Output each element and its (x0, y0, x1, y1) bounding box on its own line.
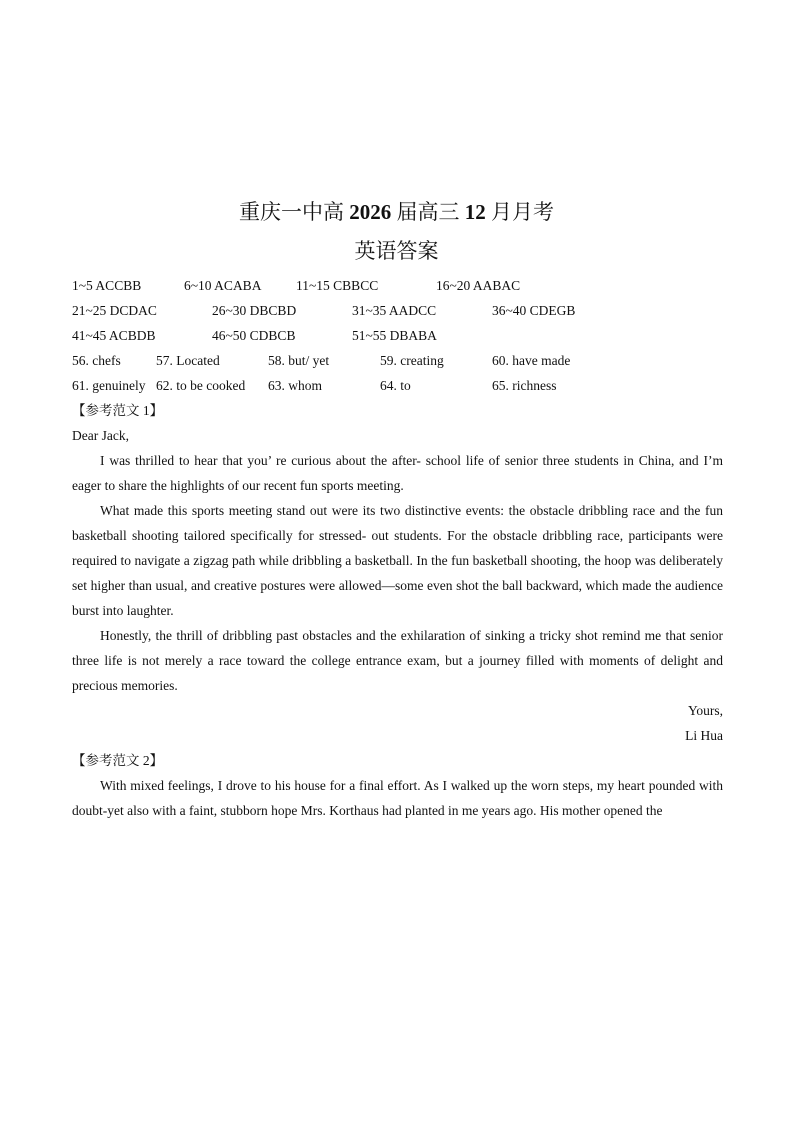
title-month: 12 (464, 200, 486, 224)
answer-item: 58. but/ yet (268, 353, 330, 368)
answer-group: 11~15 CBBCC (296, 278, 379, 293)
answer-group: 51~55 DBABA (352, 328, 437, 343)
answer-group: 26~30 DBCBD (212, 303, 297, 318)
letter-paragraph-3: Honestly, the thrill of dribbling past obstacles and the exhilaration of sinking a tricky shot remind me that senior three life is not merely a race toward the college entrance exam, but a journey filled with moments of delight and precious memories. (72, 628, 723, 693)
letter-greeting: Dear Jack, (72, 428, 129, 443)
letter-signature: Li Hua (685, 728, 723, 743)
sample-essay-1-label: 【参考范文 1】 (72, 403, 164, 418)
answer-group: 6~10 ACABA (184, 278, 262, 293)
title-grade: 届高三 (396, 200, 460, 224)
answer-group: 41~45 ACBDB (72, 328, 156, 343)
answer-group: 1~5 ACCBB (72, 278, 142, 293)
answer-subtitle: 英语答案 (354, 239, 439, 263)
answer-group: 31~35 AADCC (352, 303, 437, 318)
answer-item: 59. creating (380, 353, 444, 368)
letter-closing: Yours, (687, 703, 723, 718)
answer-item: 62. to be cooked (156, 378, 246, 393)
answer-item: 61. genuinely (72, 378, 146, 393)
answer-item: 57. Located (156, 353, 220, 368)
sample-essay-2-label: 【参考范文 2】 (72, 753, 164, 768)
title-exam: 月月考 (491, 200, 554, 224)
letter-paragraph-2: What made this sports meeting stand out were its two distinctive events: the obstacle dribbling race and the fun basketball shooting tailored specifically for stressed- out students. For the obstacle dribbling race, participants were required to navigate a zigzag path while dribbling a basketball. In the fun basketball shooting, the hoop was deliberately set higher than usual, and creative postures were allowed—some even shot the ball backward, which made the audience burst into laughter. (72, 503, 723, 618)
answer-item: 60. have made (492, 353, 571, 368)
answer-row-2 (72, 301, 732, 321)
answer-group: 36~40 CDEGB (492, 303, 576, 318)
answer-row-1 (72, 276, 732, 296)
title-school: 重庆一中高 (239, 200, 344, 224)
answer-row-4 (72, 351, 732, 371)
letter-paragraph-1: I was thrilled to hear that you’ re curious about the after- school life of senior three students in China, and I’m eager to share the highlights of our recent fun sports meeting. (72, 453, 723, 493)
answer-row-5 (72, 376, 732, 396)
exam-title (0, 198, 793, 226)
title-year: 2026 (349, 200, 392, 224)
answer-item: 64. to (380, 378, 411, 393)
answer-group: 21~25 DCDAC (72, 303, 157, 318)
answer-item: 65. richness (492, 378, 557, 393)
answer-group: 16~20 AABAC (436, 278, 521, 293)
answer-row-3 (72, 326, 732, 346)
answer-item: 63. whom (268, 378, 322, 393)
answer-group: 46~50 CDBCB (212, 328, 296, 343)
answer-item: 56. chefs (72, 353, 121, 368)
essay-2-paragraph-1: With mixed feelings, I drove to his house for a final effort. As I walked up the worn steps, my heart pounded with doubt-yet also with a faint, stubborn hope Mrs. Korthaus had planted in me years ago. His mother opened the (72, 778, 723, 818)
